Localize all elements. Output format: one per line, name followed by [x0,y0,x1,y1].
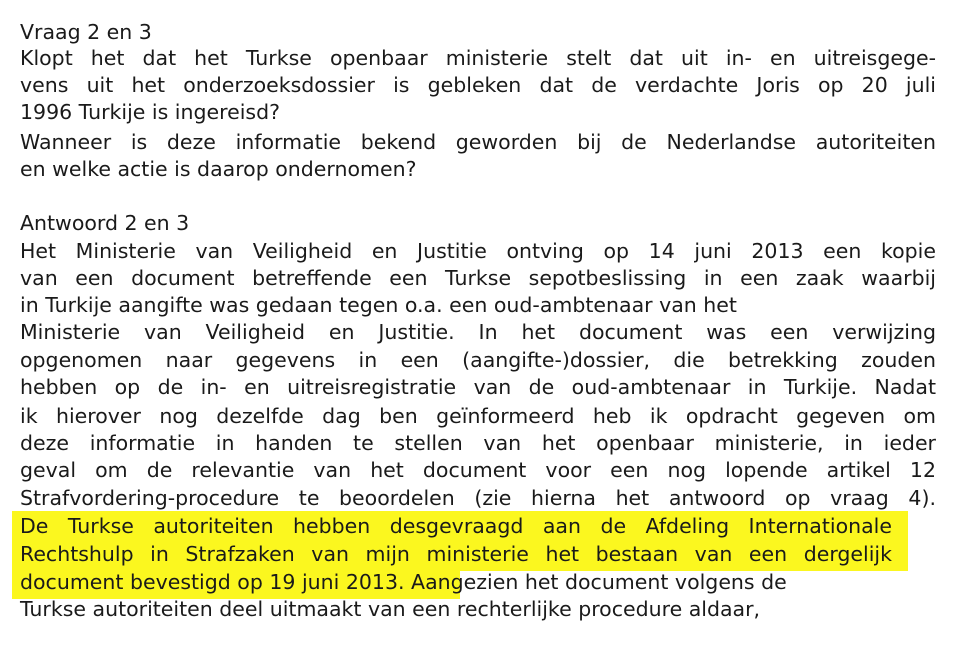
highlighted-line: De Turkse autoriteiten hebben desgevraagd aan de Afdeling Internationale [20,514,892,538]
question-heading: Vraag 2 en 3 [20,20,152,44]
question-line: Klopt het dat het Turkse openbaar ministerie stelt dat uit in- en uitreisgege- [20,46,936,70]
question-line: vens uit het onderzoeksdossier is gebleken dat de verdachte Joris op 20 juli [20,73,936,97]
answer-line: Ministerie van Veiligheid en Justitie. In het document was een verwijzing [20,320,936,344]
answer-line: Strafvordering-procedure te beoordelen (zie hierna het antwoord op vraag 4). [20,486,936,510]
question-line: Wanneer is deze informatie bekend geworden bij de Nederlandse autoriteiten [20,130,936,154]
answer-line: opgenomen naar gegevens in een (aangifte-)dossier, die betrekking zouden [20,348,936,372]
answer-line: deze informatie in handen te stellen van het openbaar ministerie, in ieder [20,431,936,455]
question-line: en welke actie is daarop ondernomen? [20,157,417,181]
answer-final-line: Turkse autoriteiten deel uitmaakt van een rechterlijke procedure aldaar, [20,597,761,621]
answer-line: hebben op de in- en uitreisregistratie van de oud-ambtenaar in Turkije. Nadat [20,375,936,399]
question-line: 1996 Turkije is ingereisd? [20,100,280,124]
highlighted-mixed-line [20,568,787,596]
answer-heading: Antwoord 2 en 3 [20,211,190,235]
answer-line: van een document betreffende een Turkse sepotbeslissing in een zaak waarbij [20,266,936,290]
highlighted-line: Rechtshulp in Strafzaken van mijn ministerie het bestaan van een dergelijk [20,542,892,566]
answer-line: ik hierover nog dezelfde dag ben geïnformeerd heb ik opdracht gegeven om [20,404,936,428]
answer-line: Het Ministerie van Veiligheid en Justitie ontving op 14 juni 2013 een kopie [20,239,936,263]
answer-line: geval om de relevantie van het document voor een nog lopende artikel 12 [20,458,936,482]
answer-line: in Turkije aangifte was gedaan tegen o.a. een oud-ambtenaar van het [20,293,737,317]
highlighted-tail: document bevestigd op 19 juni 2013. [20,570,405,594]
after-highlight-text: Aangezien het document volgens de [404,570,787,594]
